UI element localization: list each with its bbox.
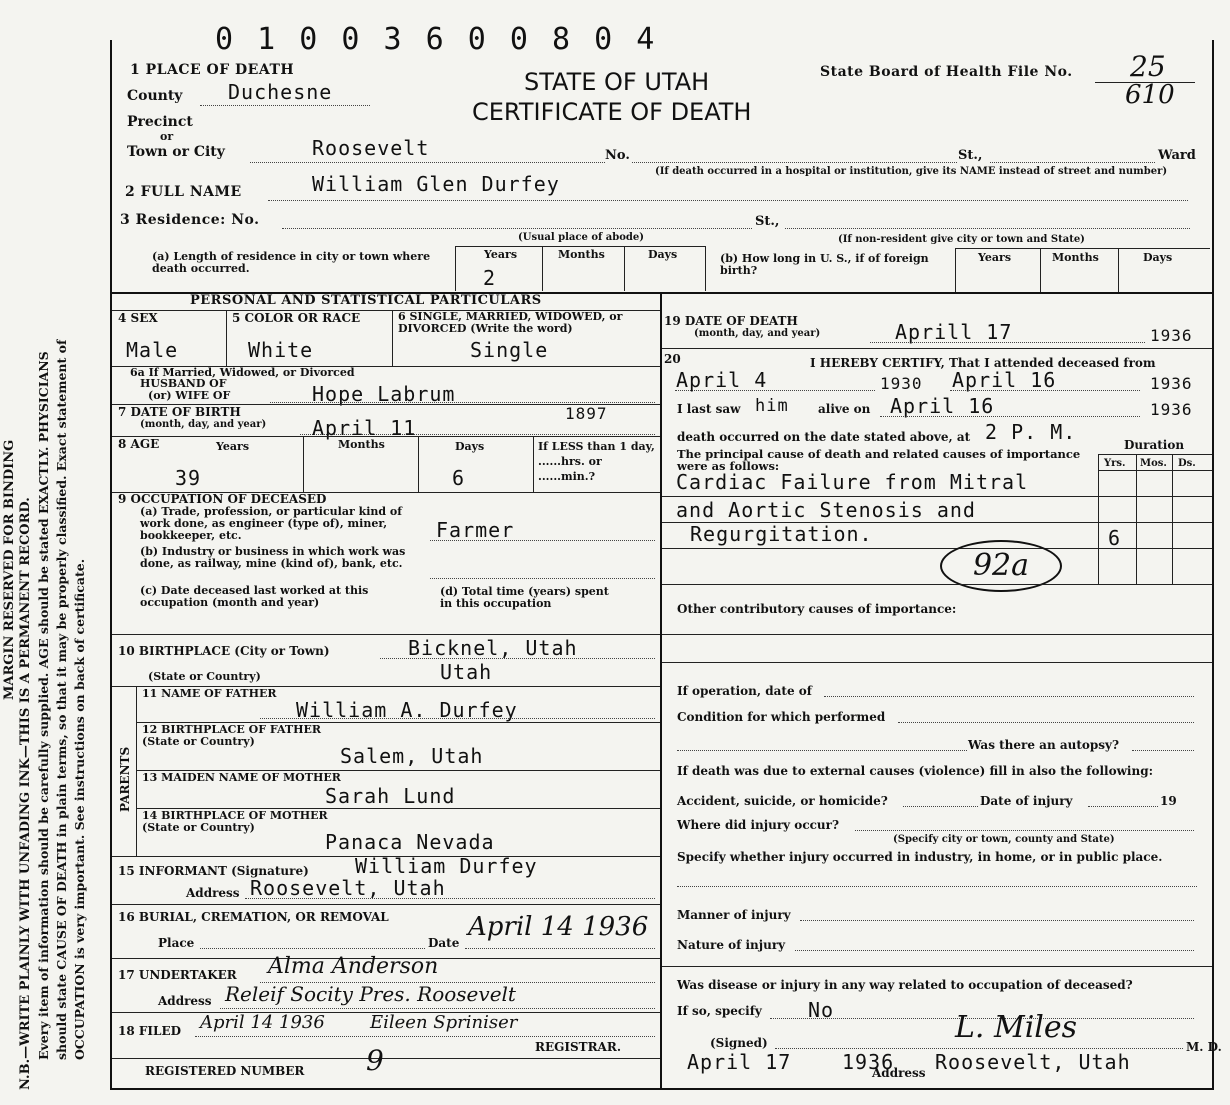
spouse-value: Hope Labrum xyxy=(312,382,456,406)
duration-label: Duration xyxy=(1124,438,1185,452)
registered-number-value: 9 xyxy=(366,1044,384,1077)
last-saw-label: I last saw xyxy=(677,402,741,416)
duration-yrs-label: Yrs. xyxy=(1104,458,1126,469)
burial-place-label: Place xyxy=(158,936,195,950)
last-saw-pronoun: him xyxy=(755,396,789,416)
st-label: St., xyxy=(958,148,983,163)
undertaker-address-label: Address xyxy=(158,994,212,1008)
duration-value: 6 xyxy=(1108,526,1122,550)
duration-ds-label: Ds. xyxy=(1178,458,1196,469)
full-name-value: William Glen Durfey xyxy=(312,172,560,196)
injury-year-label: 19 xyxy=(1160,794,1177,808)
serial-number: 0 1 0 0 3 6 0 0 8 0 4 xyxy=(215,22,658,57)
attended-from-value: April 4 xyxy=(676,368,768,392)
spouse-label-2: HUSBAND OF xyxy=(140,377,227,390)
informant-label: 15 INFORMANT (Signature) xyxy=(118,864,309,878)
county-label: County xyxy=(127,88,183,104)
age-days-label: Days xyxy=(455,440,485,453)
usual-abode-note: (Usual place of abode) xyxy=(518,232,644,243)
attended-from-year: 1930 xyxy=(880,374,923,393)
res-years-value: 2 xyxy=(483,266,497,290)
no-label: No. xyxy=(605,148,630,163)
address-label: Address xyxy=(872,1066,926,1080)
informant-address-label: Address xyxy=(186,886,240,900)
certificate-title: CERTIFICATE OF DEATH xyxy=(472,98,752,126)
attended-to-value: April 16 xyxy=(952,368,1057,392)
occupation-label: 9 OCCUPATION OF DECEASED xyxy=(118,492,327,506)
town-value: Roosevelt xyxy=(312,136,430,160)
occupation-b-label: (b) Industry or business in which work was done, as railway, mine (kind of), bank, etc. xyxy=(140,545,406,570)
alive-on-label: alive on xyxy=(818,402,871,416)
if-so-label: If so, specify xyxy=(677,1004,762,1018)
foreign-days-label: Days xyxy=(1143,251,1173,264)
age-label: 8 AGE xyxy=(118,437,160,451)
occupation-related-label: Was disease or injury in any way related to occupation of deceased? xyxy=(677,978,1133,992)
death-occurred-label: death occurred on the date stated above, at xyxy=(677,430,971,444)
filed-date-value: April 14 1936 xyxy=(200,1012,325,1033)
margin-instruction-3: OCCUPATION is very important. See instructions on back of certificate. xyxy=(72,558,87,1060)
mother-name-value: Sarah Lund xyxy=(325,784,456,808)
dob-sub: (month, day, and year) xyxy=(140,419,267,430)
birthplace-state-label: (State or Country) xyxy=(148,670,261,683)
race-label: 5 COLOR OR RACE xyxy=(232,311,361,325)
address-value: Roosevelt, Utah xyxy=(935,1050,1131,1074)
nature-label: Nature of injury xyxy=(677,938,786,952)
foreign-years-label: Years xyxy=(978,251,1012,264)
birthplace-state: Utah xyxy=(440,660,493,684)
death-time-value: 2 P. M. xyxy=(985,420,1077,444)
injury-place-label: Where did injury occur? xyxy=(677,818,840,832)
file-no-top: 25 xyxy=(1130,50,1166,83)
operation-label: If operation, date of xyxy=(677,684,812,698)
county-value: Duchesne xyxy=(228,80,333,104)
parents-label: PARENTS xyxy=(118,746,132,812)
mother-birthplace-value: Panaca Nevada xyxy=(325,830,495,854)
birthplace-city: Bicknel, Utah xyxy=(408,636,578,660)
burial-date-label: Date xyxy=(428,936,460,950)
certify-label: I HEREBY CERTIFY, That I attended deceased from xyxy=(810,356,1156,370)
birthplace-label: 10 BIRTHPLACE (City or Town) xyxy=(118,644,330,658)
undertaker-value: Alma Anderson xyxy=(268,954,439,979)
dob-label: 7 DATE OF BIRTH xyxy=(118,405,241,419)
spouse-label-3: (or) WIFE OF xyxy=(148,389,231,402)
informant-address-value: Roosevelt, Utah xyxy=(250,876,446,900)
dob-value: April 11 xyxy=(312,416,417,440)
father-birthplace-value: Salem, Utah xyxy=(340,744,484,768)
sex-value: Male xyxy=(126,338,179,362)
residence-label: 3 Residence: No. xyxy=(120,212,260,228)
cause-line-2: and Aortic Stenosis and xyxy=(676,498,976,522)
burial-label: 16 BURIAL, CREMATION, OR REMOVAL xyxy=(118,910,389,924)
hospital-note: (If death occurred in a hospital or institution, give its NAME instead of street and number) xyxy=(655,166,1168,177)
father-name-label: 11 NAME OF FATHER xyxy=(142,687,277,700)
margin-instruction-1: Every item of information should be carefully supplied. AGE should be stated EXACTLY. PHYSICIANS xyxy=(36,351,51,1060)
last-saw-year: 1936 xyxy=(1150,400,1193,419)
ward-label: Ward xyxy=(1158,148,1196,163)
registrar-label: REGISTRAR. xyxy=(535,1040,622,1054)
cause-line-3: Regurgitation. xyxy=(690,522,873,546)
undertaker-label: 17 UNDERTAKER xyxy=(118,968,237,982)
length-residence-label: (a) Length of residence in city or town where death occurred. xyxy=(152,250,431,275)
state-title: STATE OF UTAH xyxy=(524,68,710,96)
res-years-label: Years xyxy=(484,248,518,261)
informant-value: William Durfey xyxy=(355,854,538,878)
physician-signature: L. Miles xyxy=(955,1010,1078,1045)
full-name-label: 2 FULL NAME xyxy=(125,184,242,200)
filed-registrar-signature: Eileen Spriniser xyxy=(370,1012,518,1033)
dob-year: 1897 xyxy=(565,404,608,423)
date-of-death-year: 1936 xyxy=(1150,326,1193,345)
personal-header: PERSONAL AND STATISTICAL PARTICULARS xyxy=(190,293,542,308)
duration-mos-label: Mos. xyxy=(1140,458,1167,469)
filed-label: 18 FILED xyxy=(118,1024,181,1038)
undertaker-address-value: Releif Socity Pres. Roosevelt xyxy=(225,982,516,1006)
town-label: Town or City xyxy=(127,144,225,160)
mother-name-label: 13 MAIDEN NAME OF MOTHER xyxy=(142,771,341,784)
spouse-label-1: 6a If Married, Widowed, or Divorced xyxy=(130,366,355,379)
cause-line-1: Cardiac Failure from Mitral xyxy=(676,470,1029,494)
occupation-value: Farmer xyxy=(436,518,515,542)
father-birthplace-label: 12 BIRTHPLACE OF FATHER (State or Country) xyxy=(142,723,322,748)
burial-date-value: April 14 1936 xyxy=(468,912,649,942)
manner-label: Manner of injury xyxy=(677,908,791,922)
date-of-death-label: 19 DATE OF DEATH xyxy=(664,314,798,328)
marital-label: 6 SINGLE, MARRIED, WIDOWED, or DIVORCED (Write the word) xyxy=(398,310,623,335)
foreign-months-label: Months xyxy=(1052,251,1099,264)
other-causes-label: Other contributory causes of importance: xyxy=(677,602,957,616)
attended-to-year: 1936 xyxy=(1150,374,1193,393)
md-label: M. D. xyxy=(1186,1040,1222,1054)
age-years-value: 39 xyxy=(175,466,202,490)
injury-date-label: Date of injury xyxy=(980,794,1073,808)
file-no-bottom: 610 xyxy=(1125,80,1175,110)
less-than-label: If LESS than 1 day, ......hrs. or ......min.? xyxy=(538,440,655,483)
certify-number: 20 xyxy=(664,352,681,366)
res-days-label: Days xyxy=(648,248,678,261)
specify-label: Specify whether injury occurred in industry, in home, or in public place. xyxy=(677,850,1163,864)
principal-cause-label: The principal cause of death and related causes of importance were as follows: xyxy=(677,447,1081,473)
age-years-label: Years xyxy=(216,440,250,453)
nonresident-note: (If non-resident give city or town and State) xyxy=(838,234,1085,245)
file-no-label: State Board of Health File No. xyxy=(820,64,1073,80)
if-so-value: No xyxy=(808,998,835,1022)
occupation-c-label: (c) Date deceased last worked at this occupation (month and year) xyxy=(140,584,369,609)
date-of-death-value: Aprill 17 xyxy=(895,320,1013,344)
margin-instruction-2: should state CAUSE OF DEATH in plain terms, so that it may be properly classified. Exact statement of xyxy=(54,339,69,1060)
age-days-value: 6 xyxy=(452,466,466,490)
external-causes-label: If death was due to external causes (violence) fill in also the following: xyxy=(677,764,1154,778)
classification-code-circle: 92a xyxy=(940,540,1062,592)
foreign-birth-label: (b) How long in U. S., if of foreign birth? xyxy=(720,252,929,277)
date-of-death-sub: (month, day, and year) xyxy=(694,328,821,339)
condition-label: Condition for which performed xyxy=(677,710,886,724)
race-value: White xyxy=(248,338,314,362)
margin-binding-note: MARGIN RESERVED FOR BINDING xyxy=(2,439,17,700)
mother-birthplace-label: 14 BIRTHPLACE OF MOTHER (State or Country) xyxy=(142,809,328,834)
signed-label: (Signed) xyxy=(710,1036,768,1050)
occupation-d-label: (d) Total time (years) spent in this occupation xyxy=(440,585,609,610)
father-name-value: William A. Durfey xyxy=(296,698,518,722)
place-of-death-label: 1 PLACE OF DEATH xyxy=(130,62,295,78)
accident-label: Accident, suicide, or homicide? xyxy=(677,794,888,808)
margin-warning: N.B.—WRITE PLAINLY WITH UNFADING INK—THIS IS A PERMANENT RECORD. xyxy=(18,497,33,1090)
signed-year: 1936 xyxy=(842,1050,895,1074)
signed-date: April 17 xyxy=(687,1050,792,1074)
precinct-label: Precinct xyxy=(127,114,193,130)
residence-st-label: St., xyxy=(755,214,780,229)
sex-label: 4 SEX xyxy=(118,311,158,325)
autopsy-label: Was there an autopsy? xyxy=(968,738,1120,752)
occupation-a-label: (a) Trade, profession, or particular kind of work done, as engineer (type of), miner, bookkeeper, etc. xyxy=(140,505,402,542)
or-label: or xyxy=(160,130,174,143)
registered-number-label: REGISTERED NUMBER xyxy=(145,1064,305,1078)
marital-value: Single xyxy=(470,338,549,362)
res-months-label: Months xyxy=(558,248,605,261)
age-months-label: Months xyxy=(338,438,385,451)
specify-location-note: (Specify city or town, county and State) xyxy=(893,834,1115,845)
last-saw-date: April 16 xyxy=(890,394,995,418)
